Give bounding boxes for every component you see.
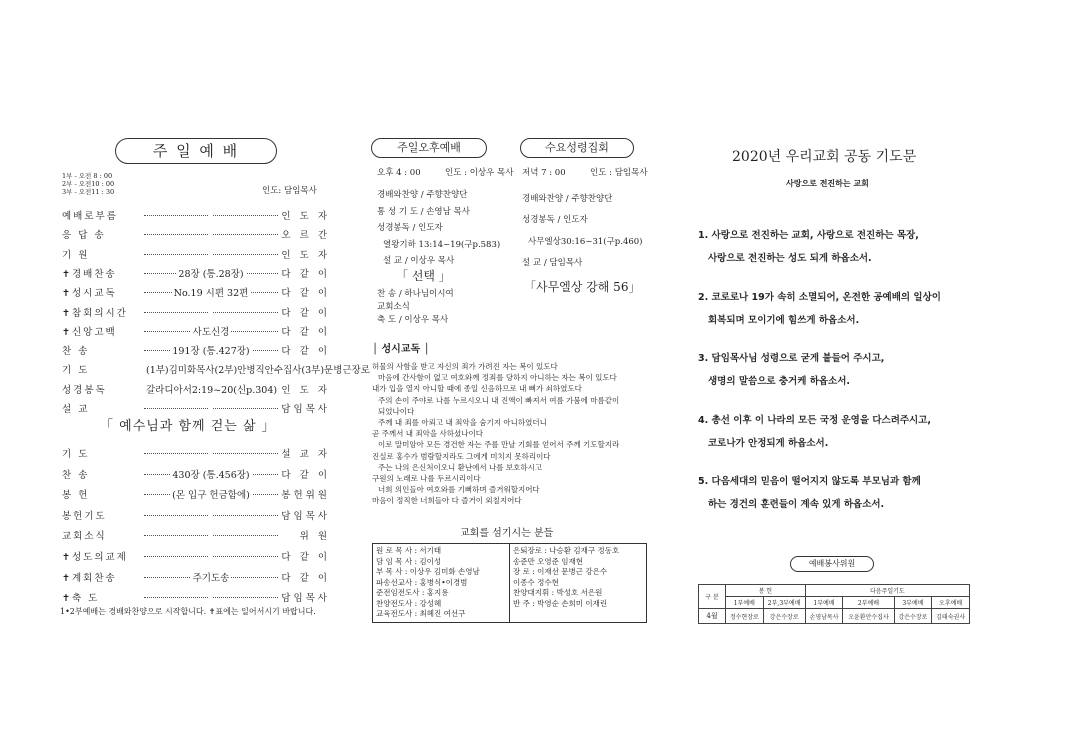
order-label: 응 답 송 [62,230,106,242]
staff-title: 교회를 섬기시는 분들 [460,528,554,539]
order-middle [144,401,278,412]
reading-line: 마음이 정직한 너희들아 다 즐거이 외칠지어다 [372,496,522,506]
wednesday-sermon: 「사무엘상 강해 56」 [524,280,641,294]
sunday-worship-title: 주 일 예 배 [115,138,277,164]
order-right: 담임목사 [281,510,330,522]
staff-line: 교육전도사 : 최혜진 여선구 [376,609,466,618]
order-middle [144,208,278,219]
th-sub: 1부예배 [726,597,764,609]
order-right: 설 교 자 [281,449,330,460]
order-right: 봉헌위원 [281,490,330,502]
th-offering: 봉 헌 [726,585,806,597]
order-middle: 주기도송 [144,570,278,584]
staff-line: 반 주 : 박영순 손희미 이재린 [513,598,608,608]
wednesday-line: 성경봉독 / 인도자 [522,215,588,225]
reading-line: 허물의 사함을 받고 자신의 죄가 가려진 자는 복이 있도다 [372,362,558,371]
staff-line: 찬양전도사 : 강성혜 [376,598,442,608]
prayer-title: 2020년 우리교회 공동 기도문 [732,149,917,165]
staff-line: 이종수 정수현 [513,577,559,587]
order-right: 다 같 이 [281,572,330,584]
order-row [62,227,330,241]
order-row [62,266,330,280]
prayer-item: 5. 다음세대의 믿음이 떨어지지 않도록 부모님과 함께 [698,476,921,487]
reading-line: 주의 손이 주야로 나를 누르시오니 내 진액이 빠져서 여름 가뭄에 마름같이 [378,395,620,405]
order-label: 교회소식 [62,531,107,543]
order-label: 예배로부름 [62,211,118,222]
prayer-item: 3. 담임목사님 성령으로 굳게 붙들어 주시고, [698,353,885,364]
afternoon-line: 열왕기하 13:14~19(구p.583) [383,240,501,250]
prayer-subtitle: 사랑으로 전진하는 교회 [786,179,869,188]
th-division: 구 분 [699,585,726,609]
time-3: 3부 - 오전11 : 30 [62,188,115,196]
staff-line: 파송선교사 : 홍병식•이경범 [376,577,468,587]
order-label: 찬 송 [62,469,90,481]
order-middle: 28장 (통.28장) [144,266,278,280]
order-row [62,362,370,377]
order-row [62,208,330,222]
order-label: ✝계회찬송 [62,572,117,584]
order-row [62,570,330,584]
staff-line: 송준만 오영준 임재현 [513,556,583,566]
staff-line: 부 목 사 : 이상우 김미화 손영남 [376,567,480,576]
th-sub: 2부예배 [843,597,894,609]
order-middle [144,446,278,457]
order-middle [144,305,278,316]
order-row [62,446,330,460]
order-row [62,401,330,415]
sermon-title: 「 예수님과 함께 걷는 삶 」 [100,419,276,434]
prayer-item-cont: 사랑으로 전진하는 성도 되게 하옵소서. [708,253,872,264]
order-right: 위 원 [299,531,330,543]
afternoon-line: 경배와찬양 / 주향찬양단 [377,190,468,200]
wednesday-time: 저녁 7 : 00 [522,168,566,178]
service-cell: 오윤환안수집사 [843,609,894,624]
th-prayer: 다음주일기도 [805,585,969,597]
order-label: ✝신앙고백 [62,326,117,338]
wednesday-title: 수요성령집회 [520,138,634,158]
order-right: 다 같 이 [281,288,330,300]
afternoon-line: 성경봉독 / 인도자 [377,223,443,233]
reading-line: 주께 내 죄를 아뢰고 내 죄악을 숨기지 아니하였더니 [378,418,547,427]
order-label: 기 도 [62,365,90,377]
prayer-item-cont: 코로나가 안정되게 하옵소서. [708,437,829,449]
service-table [698,584,970,624]
staff-line: 원 로 목 사 : 서기태 [376,546,442,555]
order-middle: No.19 시편 32편 [144,285,278,299]
reading-title: │ 성시교독 │ [372,344,430,355]
wednesday-line: 경배와찬양 / 주향찬양단 [522,194,613,204]
order-right: 담임목사 [281,404,330,415]
order-right: 다 같 이 [281,346,330,358]
reading-line: 진실로 홍수가 범람할지라도 그에게 미치지 못하리이다 [372,451,551,461]
reading-line: 곧 주께서 내 죄악을 사하셨나이다 [372,429,483,439]
order-middle [144,247,278,258]
order-label: 찬 송 [62,346,90,358]
afternoon-time: 오후 4 : 00 [377,168,421,178]
prayer-item: 2. 코로로나 19가 속히 소멸되어, 온전한 공예배의 일상이 [698,291,941,303]
prayer-item-cont: 하는 경건의 훈련들이 계속 있게 하옵소서. [708,499,885,510]
order-middle: (몬 입구 헌금함에) [144,487,278,501]
order-right: 오 르 간 [281,230,330,242]
month-cell: 4월 [699,609,726,624]
prayer-item: 1. 사랑으로 전진하는 교회, 사랑으로 전진하는 목장, [698,230,919,241]
afternoon-title: 주일오후예배 [371,138,487,158]
prayer-item: 4. 총선 이후 이 나라의 모든 국정 운영을 다스려주시고, [698,414,932,426]
order-row [62,487,330,501]
wednesday-leader: 인도 : 담임목사 [590,168,648,178]
order-row [62,343,330,357]
afternoon-line: 통 성 기 도 / 손영남 목사 [377,207,470,217]
order-middle [144,227,278,238]
prayer-item-cont: 회복되며 모이기에 힘쓰게 하옵소서. [708,314,860,326]
staff-line: 장 로 : 이재선 문병근 강은수 [513,567,608,576]
afternoon-line: 찬 송 / 하나님이시여 [377,289,454,299]
order-label: 봉 헌 [62,490,90,502]
order-row [62,467,330,481]
order-middle: 191장 (통.427장) [144,343,278,357]
service-cell: 정수현장로 [726,609,764,624]
order-right: 인 도 자 [281,211,330,222]
order-label: ✝성도의교제 [62,552,128,563]
staff-line: 담 임 목 사 : 김이성 [376,556,442,566]
order-row [62,549,330,563]
order-right: 다 같 이 [281,552,330,563]
order-right: 인 도 자 [281,249,330,261]
order-label: 설 교 [62,404,90,415]
order-label: ✝경배찬송 [62,268,117,280]
th-sub: 2부,3부예배 [763,597,805,609]
order-label: 봉헌기도 [62,510,107,522]
reading-line: 내가 입을 열지 아니할 때에 종일 신음하므로 내 뼈가 쇠하였도다 [372,384,582,394]
order-label: ✝참회의시간 [62,307,128,319]
staff-table [372,543,647,623]
afternoon-line: 설 교 / 이상우 목사 [383,256,455,266]
order-label: 성경봉독 [62,384,107,396]
order-label: ✝성시교독 [62,288,117,300]
order-row [62,285,330,299]
wednesday-line: 설 교 / 담임목사 [522,258,583,268]
order-middle: 갈라디아서2:19~20(신p.304) [144,382,278,396]
order-row [62,305,330,319]
service-times [62,172,114,196]
service-committee-title: 예배봉사위원 [790,556,874,572]
time-2: 2부 - 오전10 : 00 [62,180,115,188]
order-right: 다 같 이 [281,268,330,280]
staff-right [510,544,647,623]
reading-line: 마음에 간사함이 없고 여호와께 정죄를 당하지 아니하는 자는 복이 있도다 [378,373,617,383]
afternoon-sermon: 「 선택 」 [396,269,451,283]
order-row [62,590,330,604]
staff-left [373,544,510,623]
staff-line: 찬양대지휘 : 박성호 서은원 [513,588,603,597]
staff-line: 은퇴장로 : 나승환 김재구 정동호 [513,546,620,555]
order-row [62,528,330,542]
th-sub: 오후예배 [932,597,970,609]
afternoon-line: 축 도 / 이상우 목사 [377,315,449,325]
reading-line: 되었나이다 [378,406,415,416]
order-row [62,247,330,261]
order-label: 기 원 [62,249,90,261]
afternoon-line: 교회소식 [377,302,410,312]
prayer-item-cont: 생명의 말씀으로 충거케 하옵소서. [708,376,851,387]
reading-line: 주는 나의 은신처이오니 환난에서 나를 보호하시고 [378,462,543,472]
order-right: 다 같 이 [281,326,330,338]
reading-line: 구원의 노래로 나를 두르시리이다 [372,474,481,483]
order-middle: (1부)김미화목사(2부)안병직안수집사(3부)문병근장로 [144,362,278,376]
th-sub: 3부예배 [894,597,932,609]
order-row [62,324,330,338]
order-row [62,508,330,522]
staff-line: 준전임전도사 : 홍지용 [376,588,449,597]
service-cell: 김태숙권사 [932,609,970,624]
order-middle [144,508,278,519]
order-middle [144,549,278,560]
order-label: ✝축 도 [62,593,100,605]
order-row [62,382,330,396]
time-1: 1부 - 오전 8 : 00 [62,172,113,180]
reading-line: 이로 말미암아 모든 경건한 자는 주를 만날 기회를 얻어서 주께 기도할지라 [378,440,620,450]
order-right: 인 도 자 [281,384,330,396]
order-right: 다 같 이 [281,307,330,319]
order-middle: 430장 (통.456장) [144,467,278,481]
th-sub: 1부예배 [805,597,843,609]
reading-line: 너희 의인들아 여호와를 기뻐하며 즐거워할지어다 [378,485,540,495]
service-cell: 손영남목사 [805,609,843,624]
order-middle [144,590,278,601]
order-label: 기 도 [62,449,90,460]
order-middle [144,528,278,539]
sunday-leader: 인도: 담임목사 [262,186,317,196]
order-right: 다 같 이 [281,469,330,481]
order-right: 담임목사 [281,593,330,605]
service-cell: 강은수장로 [894,609,932,624]
footnote: 1•2부예배는 경배와찬양으로 시작합니다. ✝표에는 일어서시기 바랍니다. [60,607,316,616]
wednesday-line: 사무엘상30:16~31(구p.460) [528,237,643,247]
order-middle: 사도신경 [144,324,278,338]
service-cell: 강은수장로 [763,609,805,624]
afternoon-leader: 인도 : 이상우 목사 [445,168,514,178]
